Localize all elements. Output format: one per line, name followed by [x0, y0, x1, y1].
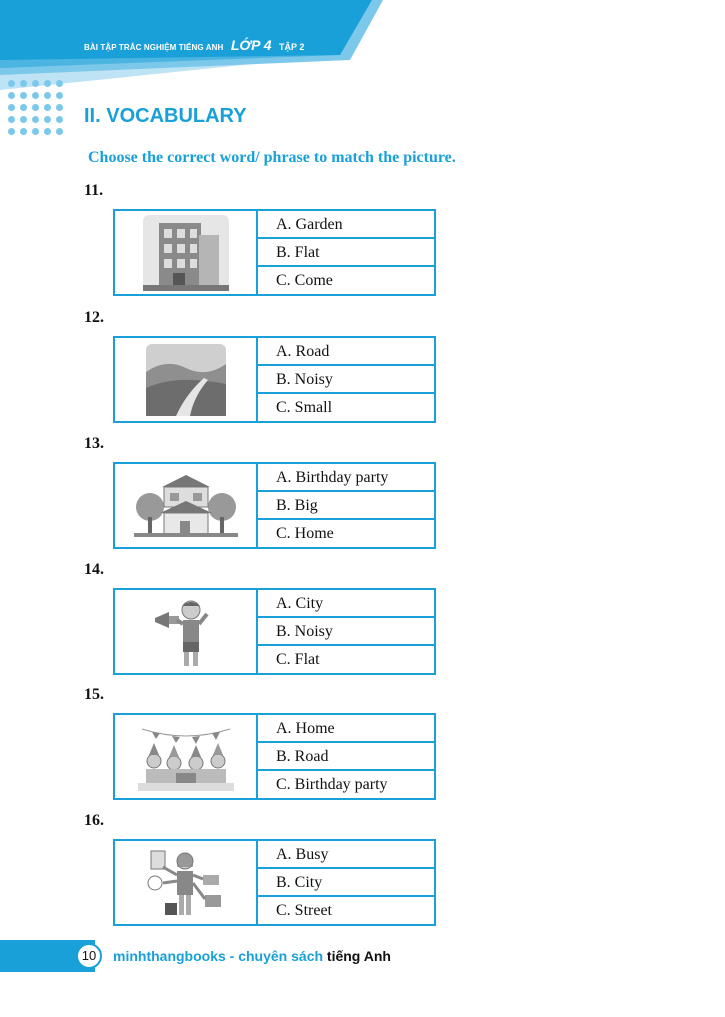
- birthday-party-icon: [115, 715, 258, 798]
- publisher-name: minhthangbooks - chuyên sách: [113, 948, 324, 964]
- option-c[interactable]: C. Come: [276, 272, 333, 289]
- question-box: [113, 588, 436, 675]
- header-title: [84, 37, 304, 55]
- question-number: 14.: [84, 561, 104, 578]
- question-box: [113, 713, 436, 800]
- option-c[interactable]: C. Flat: [276, 651, 320, 668]
- option-a[interactable]: A. Garden: [258, 211, 434, 239]
- question-box: [113, 209, 436, 296]
- question-number: 16.: [84, 812, 104, 829]
- busy-woman-icon: [115, 841, 258, 924]
- option-c[interactable]: C. Street: [276, 902, 332, 919]
- instruction-text: Choose the correct word/ phrase to match the picture.: [88, 149, 456, 166]
- publisher-tail: tiếng Anh: [326, 948, 391, 964]
- boy-megaphone-icon: [115, 590, 258, 673]
- question-box: [113, 462, 436, 549]
- option-b[interactable]: B. Noisy: [258, 618, 434, 646]
- option-a[interactable]: A. Road: [258, 338, 434, 366]
- footer-publisher: [113, 948, 391, 964]
- option-b[interactable]: B. Noisy: [258, 366, 434, 394]
- decorative-dots: [8, 80, 68, 136]
- volume-label: TẬP 2: [279, 42, 305, 52]
- section-title: II. VOCABULARY: [84, 105, 247, 127]
- option-c[interactable]: C. Home: [276, 525, 334, 542]
- grade-label: LỚP 4: [230, 37, 272, 53]
- option-a[interactable]: A. Home: [258, 715, 434, 743]
- option-b[interactable]: B. Flat: [258, 239, 434, 267]
- option-a[interactable]: A. Birthday party: [258, 464, 434, 492]
- question-number: 15.: [84, 686, 104, 703]
- countryside-road-icon: [115, 338, 258, 421]
- option-c[interactable]: C. Small: [276, 399, 333, 416]
- option-b[interactable]: B. Road: [258, 743, 434, 771]
- apartment-building-icon: [115, 211, 258, 294]
- question-number: 12.: [84, 309, 104, 326]
- question-number: 11.: [84, 182, 104, 199]
- question-box: [113, 336, 436, 423]
- option-c[interactable]: C. Birthday party: [276, 776, 388, 793]
- big-house-icon: [115, 464, 258, 547]
- question-box: [113, 839, 436, 926]
- series-title: BÀI TẬP TRẮC NGHIỆM TIẾNG ANH: [84, 43, 224, 52]
- option-b[interactable]: B. Big: [258, 492, 434, 520]
- page-number: 10: [76, 943, 102, 969]
- option-a[interactable]: A. City: [258, 590, 434, 618]
- option-a[interactable]: A. Busy: [258, 841, 434, 869]
- option-b[interactable]: B. City: [258, 869, 434, 897]
- question-number: 13.: [84, 435, 104, 452]
